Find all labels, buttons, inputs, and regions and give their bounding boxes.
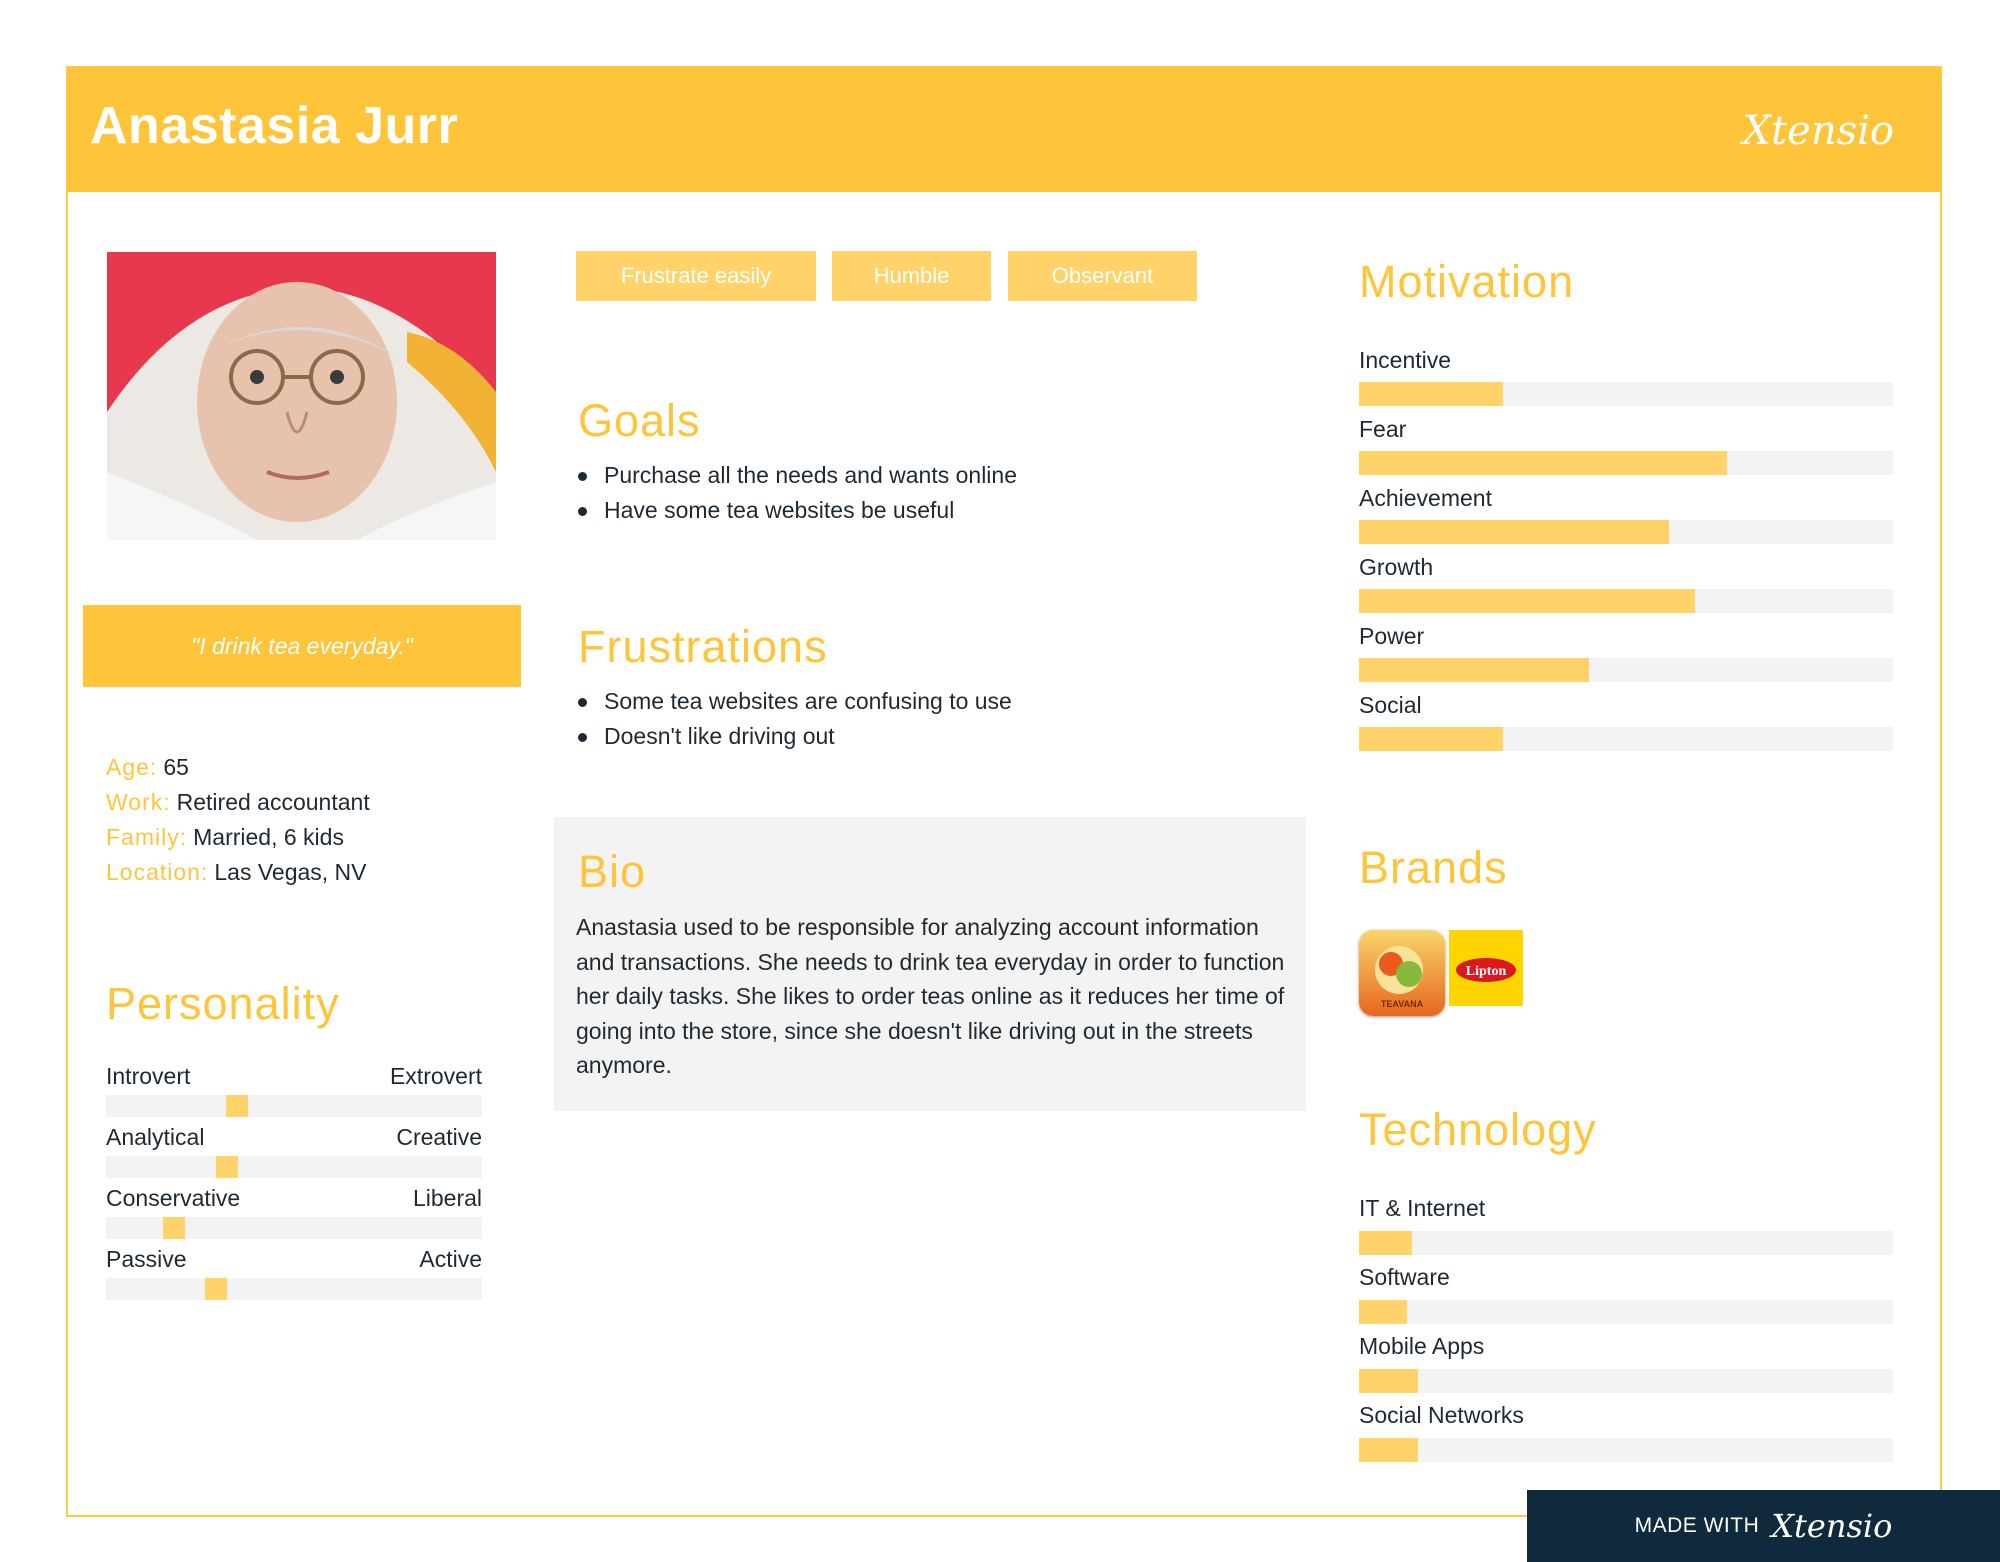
technology-label: Social Networks [1359,1402,1524,1428]
info-work [106,789,370,816]
motivation-bar [1359,451,1893,475]
list-item: Purchase all the needs and wants online [576,458,1017,493]
teavana-icon [1359,930,1445,1016]
bar-fill [1359,589,1695,613]
info-value: Retired accountant [176,789,370,815]
goals-list [576,458,1017,528]
motivation-label: Fear [1359,416,1407,442]
trait-tag: Frustrate easily [576,251,816,301]
slider-left-label: Analytical [106,1124,205,1150]
info-label: Age: [106,754,158,780]
xtensio-logo: Xtensio [1771,1507,1893,1545]
info-age [106,754,189,781]
motivation-label: Social [1359,692,1422,718]
slider-right-label: Extrovert [389,1063,482,1089]
motivation-label: Achievement [1359,485,1492,511]
goals-title: Goals [578,395,701,446]
info-location [106,859,367,886]
bar-fill [1359,1438,1418,1462]
bar-fill [1359,451,1727,475]
lipton-logo [1449,930,1523,1006]
motivation-bar [1359,589,1893,613]
header-bar [68,68,1940,192]
list-item: Some tea websites are confusing to use [576,684,1012,719]
personality-slider-track [106,1156,482,1178]
teavana-logo [1359,930,1445,1016]
motivation-label: Growth [1359,554,1434,580]
bio-title: Bio [578,846,647,897]
personality-slider-track [106,1095,482,1117]
motivation-bar [1359,382,1893,406]
trait-tag: Humble [832,251,991,301]
motivation-title: Motivation [1359,256,1575,307]
slider-knob[interactable] [205,1278,227,1300]
motivation-label: Power [1359,623,1425,649]
bar-fill [1359,382,1503,406]
bar-fill [1359,1300,1407,1324]
technology-title: Technology [1359,1104,1597,1155]
info-value: Las Vegas, NV [214,859,367,885]
persona-photo [107,252,496,540]
info-value: 65 [163,754,189,780]
personality-slider-track [106,1278,482,1300]
bar-fill [1359,727,1503,751]
slider-left-label: Conservative [106,1185,241,1211]
bar-fill [1359,1369,1418,1393]
info-label: Work: [106,789,171,815]
technology-label: IT & Internet [1359,1195,1486,1221]
slider-left-label: Passive [106,1246,187,1272]
persona-quote: "I drink tea everyday." [83,605,521,687]
trait-tag: Observant [1008,251,1197,301]
list-item: Doesn't like driving out [576,719,1012,754]
brands-title: Brands [1359,842,1508,893]
slider-knob[interactable] [226,1095,248,1117]
info-label: Location: [106,859,209,885]
info-family [106,824,344,851]
portrait-image [107,252,496,540]
bar-fill [1359,1231,1412,1255]
technology-bar [1359,1438,1893,1462]
technology-label: Mobile Apps [1359,1333,1485,1359]
info-label: Family: [106,824,188,850]
technology-bar [1359,1300,1893,1324]
slider-left-label: Introvert [106,1063,191,1089]
slider-right-label: Creative [396,1124,482,1150]
lipton-icon [1449,930,1523,1006]
technology-bar [1359,1369,1893,1393]
slider-right-label: Active [419,1246,482,1272]
info-value: Married, 6 kids [193,824,344,850]
motivation-bar [1359,727,1893,751]
frustrations-title: Frustrations [578,621,828,672]
slider-knob[interactable] [163,1217,185,1239]
persona-name: Anastasia Jurr [90,97,459,155]
technology-bar [1359,1231,1893,1255]
made-with-badge[interactable] [1527,1490,2000,1562]
list-item: Have some tea websites be useful [576,493,1017,528]
motivation-bar [1359,520,1893,544]
made-with-label: MADE WITH [1634,1514,1760,1537]
personality-title: Personality [106,978,340,1029]
motivation-bar [1359,658,1893,682]
slider-knob[interactable] [216,1156,238,1178]
bio-text: Anastasia used to be responsible for analyzing account information and transactions. She needs to drink tea everyday in order to function her daily tasks. She likes to order teas online as it reduces her time of going into the store, since she doesn't like driving out in the streets anymore. [576,914,1285,1078]
bar-fill [1359,520,1669,544]
personality-slider-track [106,1217,482,1239]
slider-right-label: Liberal [412,1185,482,1211]
xtensio-logo[interactable]: Xtensio [1742,108,1894,154]
teavana-wordmark: TEAVANA [1380,999,1424,1009]
bar-fill [1359,658,1589,682]
technology-label: Software [1359,1264,1450,1290]
frustrations-list [576,684,1012,754]
lipton-wordmark: Lipton [1465,964,1507,979]
motivation-label: Incentive [1359,347,1452,373]
